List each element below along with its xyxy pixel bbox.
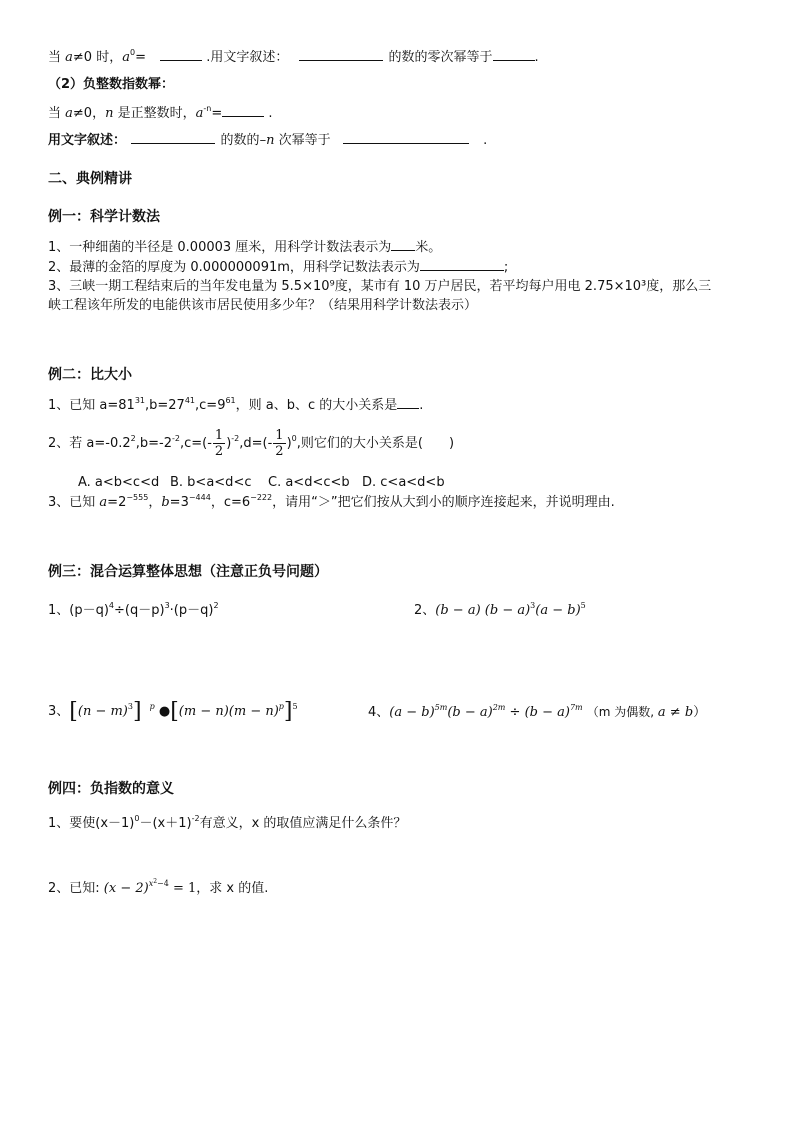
option-d[interactable]: D. c<a<d<b xyxy=(362,475,445,490)
exponent: −4 xyxy=(157,879,169,888)
text: ÷ xyxy=(505,705,525,720)
example-2-title: 例二：比大小 xyxy=(48,367,132,383)
text: ,b=27 xyxy=(145,398,185,413)
answer-blank[interactable] xyxy=(131,131,215,144)
math-expr: (b − a) xyxy=(435,603,481,618)
text: ,c=9 xyxy=(195,398,226,413)
section-heading: 二、典例精讲 xyxy=(48,171,132,187)
ex3-problem-4 xyxy=(368,703,706,722)
text: （m 为偶数, xyxy=(586,705,658,719)
text: 4、 xyxy=(368,705,390,720)
text: ） xyxy=(693,705,707,720)
negative-exponent-title: （2）负整数指数幂： xyxy=(48,77,175,92)
math-expr: (b − a) xyxy=(484,603,531,618)
text: 2、最薄的金箔的厚度为 0.000000091m，用科学记数法表示为 xyxy=(48,260,420,275)
math-expr: = 1 xyxy=(168,881,197,896)
text: 的数的零次幂等于 xyxy=(388,50,493,65)
text: ，c=6 xyxy=(210,495,251,510)
exponent: 0 xyxy=(291,434,297,443)
ex1-question-3-line-2: 峡工程该年所发的电能供该市居民使用多少年？（结果用科学计数法表示） xyxy=(48,298,478,313)
text: 1、要使(x－1) xyxy=(48,816,135,831)
ex2-question-3 xyxy=(48,494,615,512)
bracket-close: ] xyxy=(283,699,293,724)
negative-exponent-line xyxy=(48,104,273,123)
math-var: a xyxy=(65,106,73,121)
text: ·(p－q) xyxy=(169,603,214,618)
exponent: -2 xyxy=(231,434,240,443)
text: ) xyxy=(286,436,292,451)
answer-blank[interactable] xyxy=(160,48,202,61)
ex4-question-2 xyxy=(48,880,268,898)
math-var: –n xyxy=(259,133,275,148)
exponent: -n xyxy=(203,104,212,113)
text: ，求 x 的值. xyxy=(196,881,269,896)
math-var: n xyxy=(105,106,114,121)
text: . xyxy=(419,398,424,413)
exponent: 2 xyxy=(130,434,136,443)
text: 2、 xyxy=(414,603,436,618)
text: ,则它们的大小关系是( ) xyxy=(296,436,455,451)
ex1-question-1 xyxy=(48,238,441,257)
text: 当 xyxy=(48,50,66,65)
bracket-open: [ xyxy=(69,699,78,724)
text: 2、若 a=-0.2 xyxy=(48,436,131,451)
text: ; xyxy=(503,260,509,275)
text: 有意义，x 的取值应满足什么条件？ xyxy=(199,816,407,831)
math-expr: a ≠ b xyxy=(657,705,694,720)
exponent: 5m xyxy=(434,703,448,712)
ex3-problem-3 xyxy=(48,699,298,724)
text: 2、已知: xyxy=(48,881,104,896)
exponent: 3 xyxy=(164,601,170,610)
example-1-title: 例一：科学计数法 xyxy=(48,209,160,225)
math-var: a xyxy=(65,50,73,65)
ex1-question-2 xyxy=(48,258,508,277)
exponent: 3 xyxy=(530,601,536,610)
exponent: p xyxy=(149,702,155,711)
text: =2 xyxy=(107,495,127,510)
exponent: 7m xyxy=(569,703,583,712)
text: 米。 xyxy=(415,240,442,255)
answer-blank[interactable] xyxy=(343,131,469,144)
text: 3、 xyxy=(48,704,70,719)
math-expr: (n − m) xyxy=(77,704,128,719)
math-var: a xyxy=(122,50,130,65)
text: ÷(q－p) xyxy=(114,603,165,618)
exponent: −222 xyxy=(250,493,273,502)
text: . xyxy=(534,50,539,65)
example-3-title: 例三：混合运算整体思想（注意正负号问题） xyxy=(48,564,328,580)
exponent: -2 xyxy=(191,814,200,823)
exponent: 61 xyxy=(225,396,236,405)
text: ，请用“＞”把它们按从大到小的顺序连接起来，并说明理由. xyxy=(272,495,615,510)
text: ≠0 时， xyxy=(72,50,123,65)
math-expr: (a − b) xyxy=(389,705,435,720)
math-expr: (b − a) xyxy=(524,705,570,720)
option-a[interactable]: A. a<b<c<d xyxy=(78,475,160,490)
ex4-question-1 xyxy=(48,815,406,833)
text: 1、(p－q) xyxy=(48,603,109,618)
ex3-problem-1 xyxy=(48,602,219,620)
exponent: 0 xyxy=(129,48,136,57)
text: －(x＋1) xyxy=(139,816,192,831)
zero-exponent-line xyxy=(48,48,539,67)
bracket-open: [ xyxy=(170,699,179,724)
text: 1、一种细菌的半径是 0.00003 厘米，用科学计数法表示为 xyxy=(48,240,392,255)
ex2-question-1 xyxy=(48,396,423,415)
answer-blank[interactable] xyxy=(493,48,535,61)
math-expr: (x − 2) xyxy=(103,881,149,896)
math-var: a xyxy=(99,495,108,510)
denominator: 2 xyxy=(214,444,224,459)
math-expr: (a − b) xyxy=(535,603,581,618)
text: ≠0， xyxy=(72,106,106,121)
option-b[interactable]: B. b<a<d<c xyxy=(170,475,252,490)
text: ) xyxy=(226,436,232,451)
exponent: 41 xyxy=(184,396,196,405)
numerator: 1 xyxy=(275,428,284,443)
bullet-dot: ● xyxy=(158,704,171,719)
text: . xyxy=(483,133,488,148)
text: .用文字叙述： xyxy=(206,50,289,65)
text: ， xyxy=(148,495,162,510)
answer-blank[interactable] xyxy=(420,258,504,271)
exponent: x xyxy=(148,879,154,888)
math-var: b xyxy=(161,495,170,510)
bracket-close: ] xyxy=(132,699,142,724)
text: =3 xyxy=(169,495,189,510)
text: 3、已知 xyxy=(48,495,100,510)
numerator: 1 xyxy=(214,428,224,443)
exponent: -2 xyxy=(171,434,180,443)
exponent: 2 xyxy=(213,601,219,610)
text: 用文字叙述： xyxy=(48,133,127,148)
math-expr: (m − n)(m − n) xyxy=(178,704,279,719)
exponent: −555 xyxy=(126,493,149,502)
exponent: 4 xyxy=(108,601,115,610)
text: 是正整数时， xyxy=(113,106,196,121)
text: ,c=(- xyxy=(179,436,212,451)
negative-exponent-verbal xyxy=(48,131,487,150)
answer-blank[interactable] xyxy=(299,48,383,61)
exponent: 2m xyxy=(492,703,506,712)
text: ,b=-2 xyxy=(135,436,172,451)
answer-blank[interactable] xyxy=(391,238,415,251)
exponent: 31 xyxy=(134,396,145,405)
math-var: a xyxy=(195,106,204,121)
exponent: 2 xyxy=(153,878,158,885)
fraction xyxy=(213,428,225,459)
denominator: 2 xyxy=(275,444,284,459)
exponent: −444 xyxy=(188,493,211,502)
ex2-question-2 xyxy=(48,426,454,462)
ex1-question-3-line-1: 3、三峡一期工程结束后的当年发电量为 5.5×10⁹度，某市有 10 万户居民，若平均每户用电 2.75×10³度，那么三 xyxy=(48,279,712,294)
text: . xyxy=(268,106,273,121)
exponent: 3 xyxy=(127,702,133,711)
text: 当 xyxy=(48,106,66,121)
exponent: 5 xyxy=(292,702,298,711)
fraction xyxy=(273,428,285,459)
text: 次幂等于 xyxy=(274,133,331,148)
text: ,d=(- xyxy=(239,436,273,451)
answer-blank[interactable] xyxy=(222,104,264,117)
ex2-options xyxy=(78,474,445,492)
text: = xyxy=(211,106,223,121)
option-c[interactable]: C. a<d<c<b xyxy=(268,475,350,490)
ex3-problem-2 xyxy=(414,602,586,620)
text: 1、已知 a=81 xyxy=(48,398,135,413)
text: ，则 a、b、c 的大小关系是 xyxy=(235,398,398,413)
exponent: 5 xyxy=(580,601,586,610)
example-4-title: 例四：负指数的意义 xyxy=(48,781,174,797)
text: = xyxy=(135,50,146,65)
exponent: 0 xyxy=(134,814,140,823)
text: 的数的 xyxy=(220,133,260,148)
math-expr: (b − a) xyxy=(447,705,493,720)
exponent: p xyxy=(278,702,284,711)
answer-blank[interactable] xyxy=(397,396,419,409)
